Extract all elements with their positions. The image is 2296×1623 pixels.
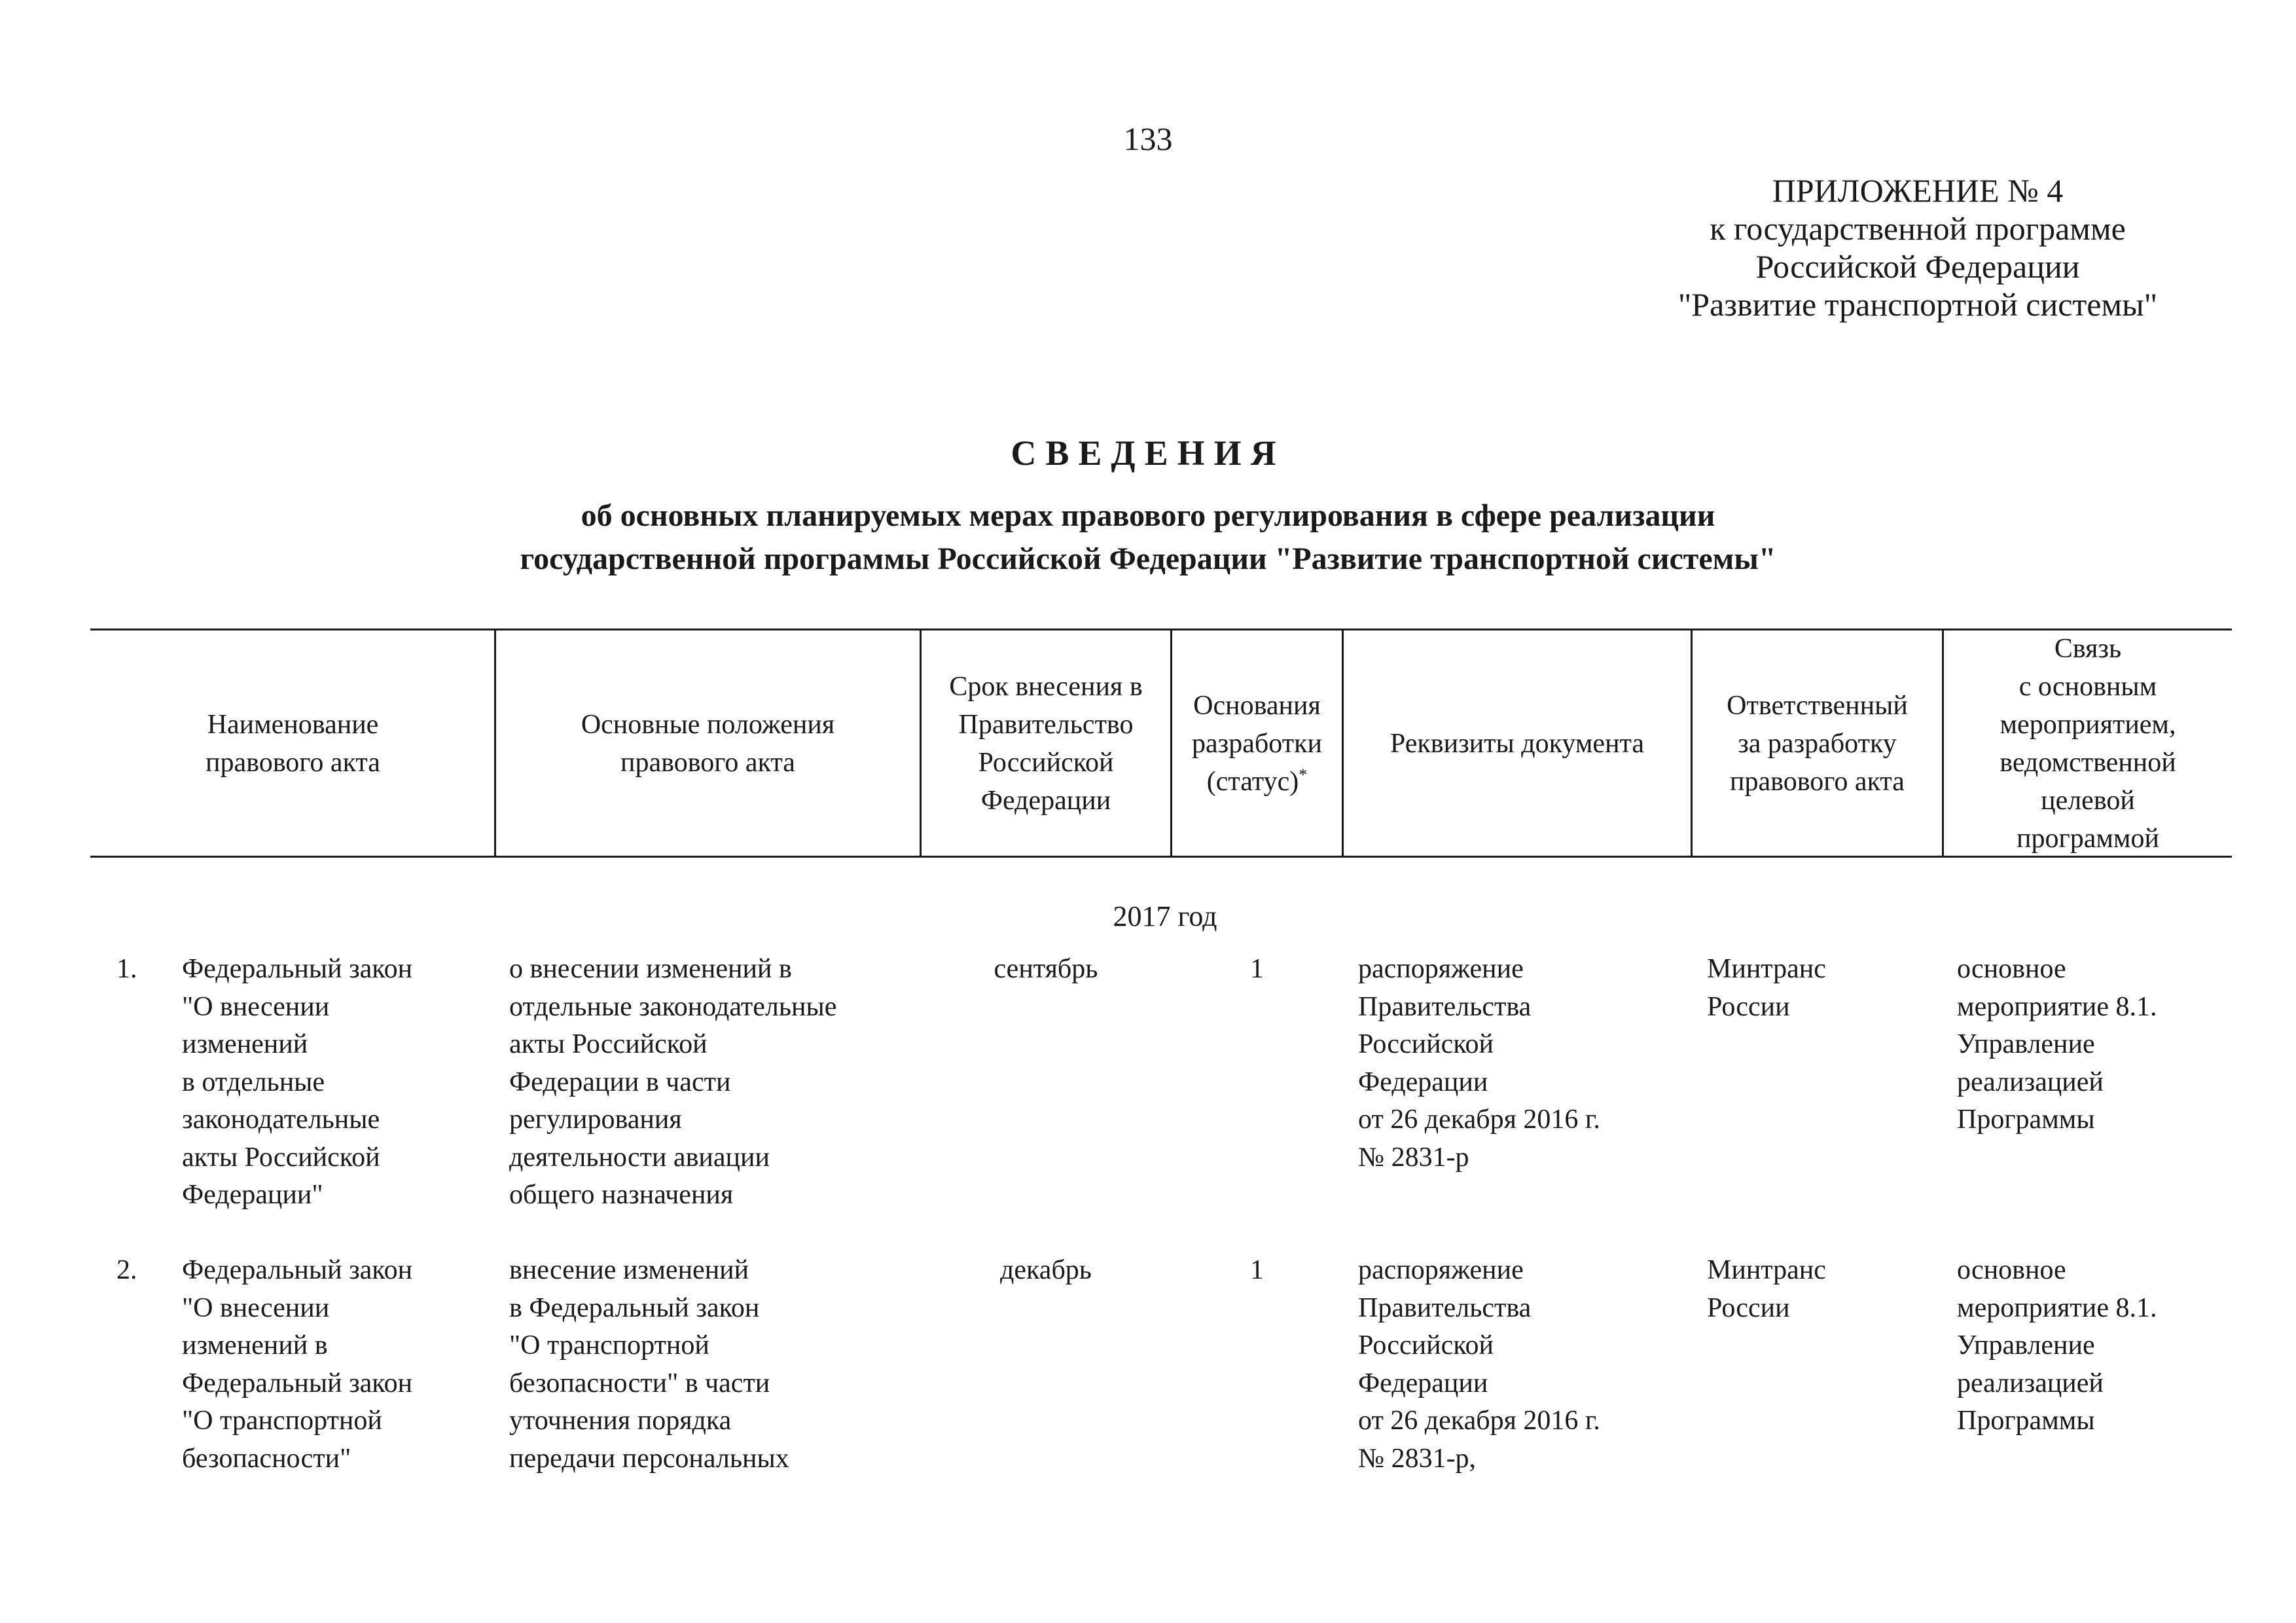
- row-responsible: Минтранс России: [1707, 1255, 1826, 1323]
- row-provisions: внесение изменений в Федеральный закон "О транспортной безопасности" в части уточнения порядка передачи персональных: [509, 1255, 789, 1474]
- appendix-title: ПРИЛОЖЕНИЕ № 4: [1772, 172, 2064, 209]
- appendix-line: Российской Федерации: [1755, 248, 2080, 285]
- row-basis: 1: [1250, 1255, 1264, 1285]
- row-provisions: о внесении изменений в отдельные законодательные акты Российской Федерации в части регулирования деятельности авиации общего назначения: [509, 954, 837, 1210]
- footnote-mark: *: [1299, 765, 1308, 784]
- document-subtitle: [0, 494, 2296, 581]
- year-section-label: 2017 год: [1113, 900, 1217, 932]
- row-basis: 1: [1250, 954, 1264, 984]
- header-act-name: Наименование правового акта: [206, 709, 380, 778]
- appendix-block: [1558, 172, 2278, 323]
- row-deadline: декабрь: [1000, 1255, 1092, 1285]
- row-program-link: основное мероприятие 8.1. Управление реализацией Программы: [1957, 1255, 2157, 1436]
- document-title: СВЕДЕНИЯ: [1011, 433, 1285, 473]
- header-requisites: Реквизиты документа: [1390, 728, 1645, 759]
- row-requisites: распоряжение Правительства Российской Федерации от 26 декабря 2016 г. № 2831-р,: [1358, 1255, 1600, 1474]
- row-responsible: Минтранс России: [1707, 954, 1826, 1022]
- appendix-line: к государственной программе: [1710, 210, 2126, 247]
- header-program-link: Связь с основным мероприятием, ведомственной целевой программой: [2000, 633, 2176, 854]
- subtitle-line: об основных планируемых мерах правового регулирования в сфере реализации: [581, 498, 1715, 533]
- header-provisions: Основные положения правового акта: [581, 709, 835, 778]
- row-act-name: Федеральный закон "О внесении изменений в Федеральный закон "О транспортной безопасности": [182, 1255, 413, 1474]
- row-requisites: распоряжение Правительства Российской Федерации от 26 декабря 2016 г. № 2831-р: [1358, 954, 1600, 1173]
- header-basis: Основания разработки (статус)*: [1192, 690, 1322, 797]
- header-responsible: Ответственный за разработку правового акта: [1727, 690, 1908, 797]
- page-number: 133: [1123, 120, 1173, 157]
- header-deadline: Срок внесения в Правительство Российской Федерации: [949, 671, 1143, 816]
- row-program-link: основное мероприятие 8.1. Управление реализацией Программы: [1957, 954, 2157, 1135]
- row-act-name: Федеральный закон "О внесении изменений в отдельные законодательные акты Российской Федерации": [182, 954, 413, 1210]
- row-number: 2.: [117, 1255, 137, 1285]
- subtitle-line: государственной программы Российской Федерации "Развитие транспортной системы": [520, 541, 1776, 576]
- row-number: 1.: [117, 954, 137, 984]
- row-deadline: сентябрь: [994, 954, 1098, 984]
- appendix-program-name: "Развитие транспортной системы": [1677, 286, 2158, 323]
